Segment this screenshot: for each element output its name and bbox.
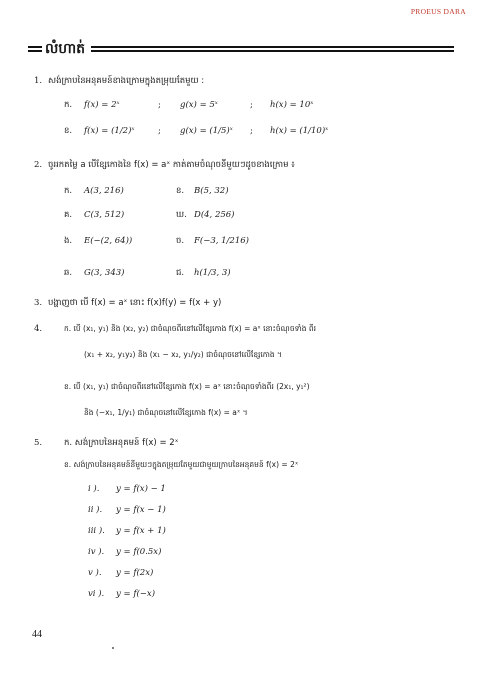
- sub-item-label: vi ).: [88, 589, 105, 599]
- exercise-number: 5.: [34, 438, 43, 448]
- point: G(3, 343): [84, 268, 125, 278]
- page-number: 44: [32, 629, 42, 640]
- math-expression: f(x) = (1/2)ˣ: [84, 126, 135, 136]
- item-label: ង.: [64, 236, 73, 246]
- exercise-prompt: ចូររកតម្លៃ a បើខ្សែកោងនៃ f(x) = aˣ កាត់តាមចំណុចនីមួយៗដូចខាងក្រោម ៖: [48, 160, 295, 170]
- math-expression: h(x) = (1/10)ˣ: [270, 126, 329, 136]
- separator: ;: [158, 126, 161, 136]
- item-label: គ.: [64, 210, 73, 220]
- item-label: ច.: [176, 236, 185, 246]
- math-expression: y = f(x + 1): [116, 526, 166, 536]
- math-expression: y = f(x) − 1: [116, 484, 166, 494]
- separator: ;: [250, 100, 253, 110]
- section-title: [28, 40, 454, 58]
- sub-item-label: v ).: [88, 568, 102, 578]
- item-label: ខ.: [176, 186, 185, 196]
- exercise-text: (x₁ + x₂, y₁y₂) និង (x₁ − x₂, y₁/y₂) ជាចំណុចនៅលើខ្សែកោង ។: [84, 350, 282, 359]
- sub-item-label: i ).: [88, 484, 100, 494]
- item-label: ជ.: [176, 268, 185, 278]
- exercise-text: ខ. សង់ក្រាបនៃអនុគមន៍នីមួយៗក្នុងតម្រុយតែមួយជាមួយក្រាបនៃអនុគមន៍ f(x) = 2ˣ: [64, 460, 299, 469]
- exercise-number: 1.: [34, 76, 43, 86]
- exercise-text: បង្ហាញថា បើ f(x) = aˣ នោះ f(x)f(y) = f(x + y): [48, 298, 222, 308]
- title-left-rule: [28, 46, 42, 52]
- scan-speck: [112, 647, 114, 649]
- sub-item-label: ii ).: [88, 505, 103, 515]
- exercise-text: និង (−x₁, 1/y₁) ជាចំណុចនៅលើខ្សែកោង f(x) = aˣ ។: [84, 408, 248, 417]
- exercise-prompt: សង់ក្រាបនៃអនុគមន៍ខាងក្រោមក្នុងតម្រុយតែមួយ :: [48, 76, 205, 86]
- point: D(4, 256): [194, 210, 235, 220]
- brand-header: PROEUS DARA: [410, 7, 466, 16]
- math-expression: g(x) = (1/5)ˣ: [180, 126, 233, 136]
- math-expression: y = f(x − 1): [116, 505, 166, 515]
- exercise-number: 4.: [34, 324, 43, 334]
- point: E(−(2, 64)): [84, 236, 133, 246]
- math-expression: y = f(2x): [116, 568, 154, 578]
- item-label: ក.: [64, 100, 73, 110]
- item-label: ក.: [64, 186, 73, 196]
- exercise-number: 3.: [34, 298, 43, 308]
- point: B(5, 32): [194, 186, 229, 196]
- exercise-number: 2.: [34, 160, 43, 170]
- exercise-text: ក. បើ (x₁, y₁) និង (x₂, y₂) ជាចំណុចពីរនៅលើខ្សែកោង f(x) = aˣ នោះចំណុចទាំង ពីរ: [64, 324, 317, 333]
- point: A(3, 216): [84, 186, 124, 196]
- math-expression: y = f(0.5x): [116, 547, 162, 557]
- math-expression: h(x) = 10ˣ: [270, 100, 314, 110]
- title-right-rule: [91, 46, 454, 52]
- math-expression: f(x) = 2ˣ: [84, 100, 120, 110]
- exercise-text: ខ. បើ (x₁, y₁) ជាចំណុចពីរនៅលើខ្សែកោង f(x) = aˣ នោះចំណុចទាំងពីរ (2x₁, y₁²): [64, 382, 310, 391]
- sub-item-label: iii ).: [88, 526, 105, 536]
- math-expression: g(x) = 5ˣ: [180, 100, 218, 110]
- page-title: លំហាត់: [45, 40, 85, 57]
- point: h(1/3, 3): [194, 268, 231, 278]
- separator: ;: [250, 126, 253, 136]
- sub-item-label: iv ).: [88, 547, 105, 557]
- item-label: ឃ.: [176, 210, 187, 220]
- math-expression: y = f(−x): [116, 589, 156, 599]
- point: F(−3, 1/216): [194, 236, 249, 246]
- point: C(3, 512): [84, 210, 125, 220]
- item-label: ឆ.: [64, 268, 73, 278]
- separator: ;: [158, 100, 161, 110]
- exercise-text: ក. សង់ក្រាបនៃអនុគមន៍ f(x) = 2ˣ: [64, 438, 179, 448]
- item-label: ខ.: [64, 126, 73, 136]
